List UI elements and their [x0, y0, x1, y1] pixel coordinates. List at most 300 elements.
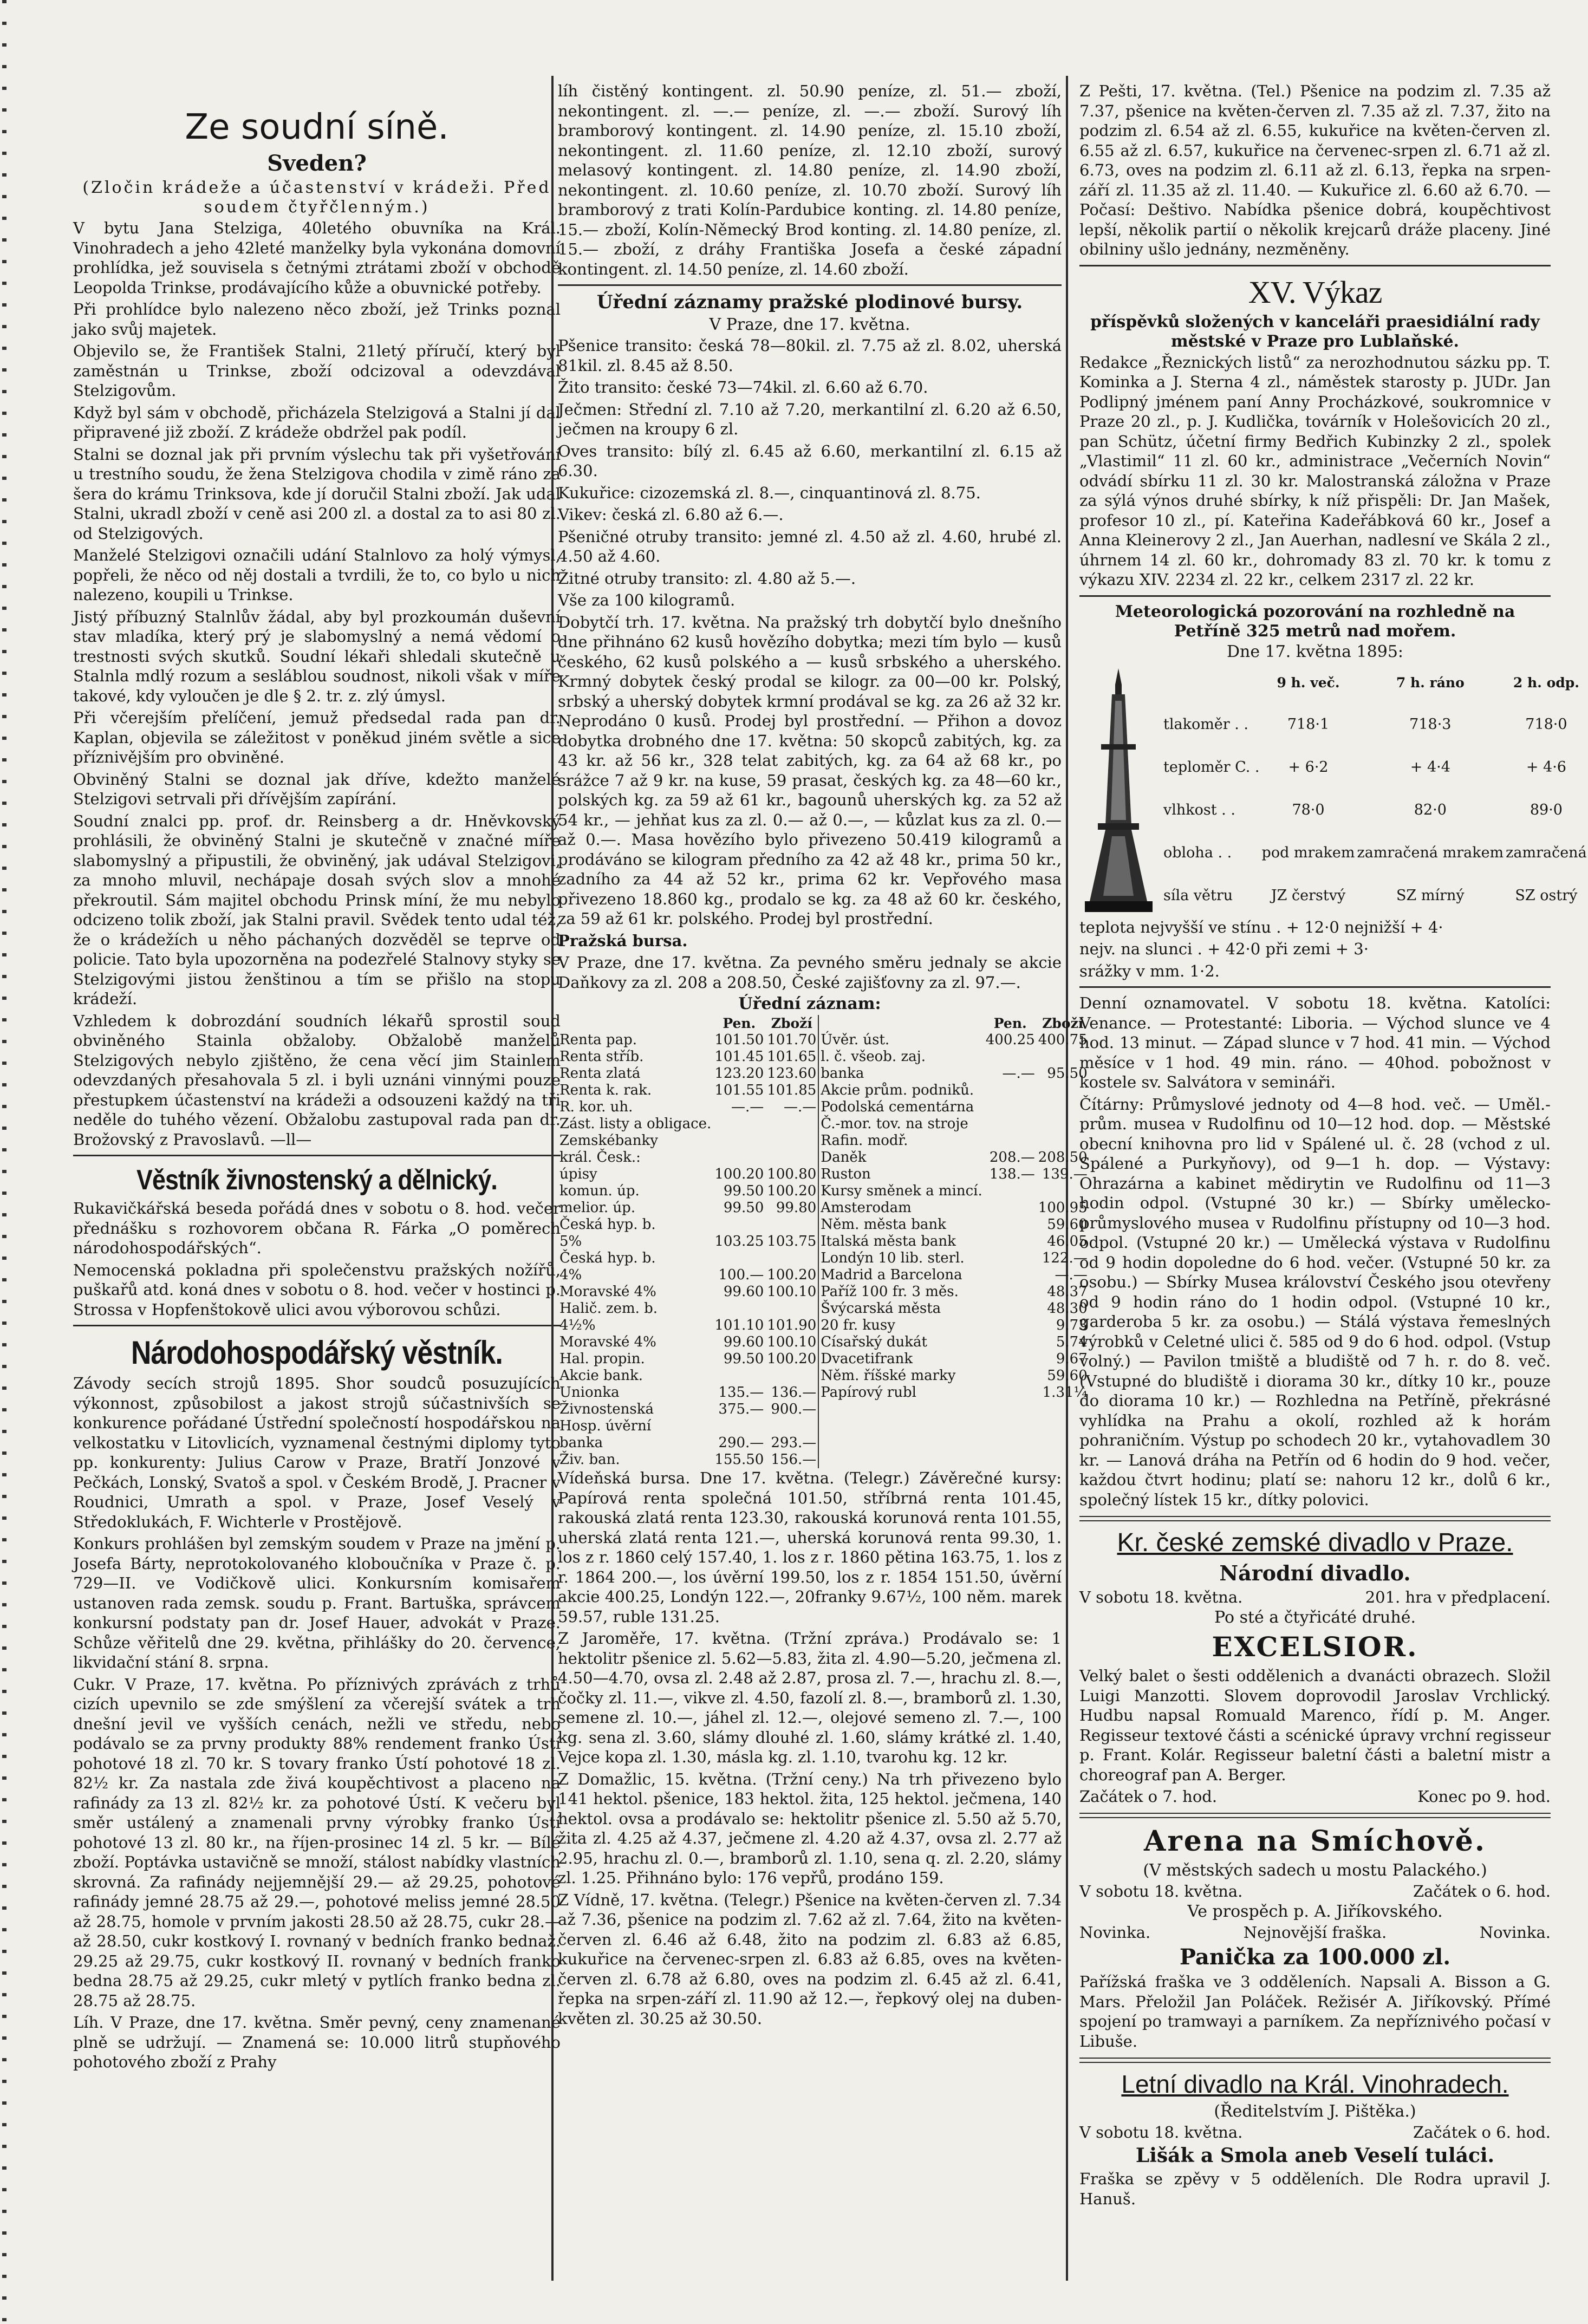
- rate-value: [984, 1368, 1037, 1384]
- rate-label: komun. úp.: [559, 1183, 640, 1199]
- rate-value: 99.50: [723, 1183, 764, 1199]
- paragraph: Redakce „Řeznických listů“ za nerozhodnutou sázku pp. T. Kominka a J. Sterna 4 zl., náměstek starosty p. JUDr. Jan Podlipný jménem paní Anny Procházkové, soukromnice v Praze 20 zl., p. J. Kudlička, továrník v Holešovicích 20 zl., pan Schütz, účetní firmy Bedřich Kubinzky 2 zl., spolek „Vlastimil“ 11 zl. 60 kr., administrace „Večerních Novin“ odvádí sbírku 11 zl. 30 kr. Malostranská záložna v Praze za sýlá výnos druhé sbírky, k níž přispěli: Dr. Jan Mašek, profesor 10 zl., pí. Kateřina Kadeřábková 60 kr., Josef a Anna Kleinerovy 2 zl., Jan Auerhan, nadlesní ve Skála 2 zl., úhrnem 14 zl. 60 kr., dohromady 83 zl. 70 kr. k tomu z výkazu XIV. 2234 zl. 22 kr., celkem 2317 zl. 22 kr.: [1079, 353, 1551, 589]
- rate-value: [984, 1116, 1037, 1132]
- rate-label: 5%: [559, 1233, 582, 1249]
- rate-value: [984, 1216, 1037, 1233]
- rate-label: Česká hyp. b.: [559, 1250, 656, 1266]
- rate-label: Něm. města bank: [821, 1216, 946, 1233]
- paragraph: Ječmen: Střední zl. 7.10 až 7.20, merkantilní zl. 6.20 až 6.50, ječmen na kroupy 6 zl.: [558, 400, 1062, 438]
- rate-value: 100.20: [767, 1351, 817, 1367]
- rate-value: 155.50: [714, 1451, 764, 1468]
- meteo-extra: nejv. na slunci . + 42·0 při zemi + 3·: [1079, 940, 1369, 958]
- rates-row: [558, 1401, 818, 1418]
- paragraph: Jistý příbuzný Stalnlův žádal, aby byl prozkoumán duševní stav mladíka, který prý je slabomyslný a nemá vědomí o trestnosti svých skutků. Soudní lékaři shledali skutečně u Stalnla mdlý rozum a sesláblou soudnost, nikoli však v míře takové, kdy vyloučen je dle § 2. tr. z. zlý úmysl.: [73, 607, 561, 705]
- economy-heading: Národohospodářský věstník.: [131, 1334, 503, 1371]
- rate-value: —.—: [731, 1099, 764, 1115]
- rate-label: Zást. listy a obligace.: [559, 1116, 712, 1132]
- meteo-label: síla větru: [1163, 887, 1233, 904]
- rates-row: [819, 1166, 1089, 1183]
- arena-novelty-row: [1079, 1923, 1551, 1942]
- rate-value: 375.—: [718, 1401, 764, 1417]
- paragraph: Při včerejším přelíčení, jemuž předsedal rada pan dr. Kaplan, objevila se záležitost v poněkud jiném světle a sice příznivějším pro obviněné.: [73, 708, 561, 766]
- paragraph: Velký balet o šesti oddělenich a dvanácti obrazech. Složil Luigi Manzotti. Slovem doprovodil Jaroslav Vrchlický. Hudbu napsal Romuald Marenco, řídí p. M. Anger. Regisseur textové části a scénické úpravy vrchní regisseur p. Frant. Kolár. Regisseur baletní části a baletní mistr a choreograf pan A. Berger.: [1079, 1666, 1551, 1784]
- rate-value: [984, 1351, 1037, 1368]
- rate-value: 99.60: [723, 1334, 764, 1350]
- arena-date: V sobotu 18. května.: [1079, 1882, 1243, 1900]
- court-subheading: Sveden?: [267, 151, 367, 176]
- rates-row: [819, 1351, 1089, 1368]
- rate-value: [765, 1300, 818, 1317]
- rates-row: [558, 1200, 818, 1216]
- rates-row: [558, 1451, 818, 1468]
- rate-value: 101.50: [714, 1032, 764, 1048]
- meteo-label: obloha . .: [1163, 844, 1232, 862]
- court-lead: (Zločin krádeže a účastenství v krádeži. Před soudem čtyřčlenným.): [82, 178, 551, 217]
- rate-label: Švýcarská města: [821, 1300, 941, 1317]
- rates-row: [819, 1082, 1089, 1099]
- rate-value: 100.10: [767, 1284, 817, 1300]
- rates-row: [819, 1065, 1089, 1082]
- rate-value: [713, 1300, 765, 1317]
- rates-row: [819, 1317, 1089, 1334]
- rate-value: 48.37: [1047, 1284, 1088, 1300]
- rate-value: 400.75: [1038, 1032, 1088, 1048]
- rate-value: [713, 1418, 765, 1435]
- rates-row: [819, 1049, 1089, 1065]
- meteo-row: [1162, 874, 1588, 917]
- rates-right: [818, 1015, 1089, 1468]
- rate-value: [984, 1200, 1037, 1216]
- meteo-value: JZ čerstvý: [1271, 887, 1346, 904]
- rate-value: Pen.: [723, 1015, 756, 1031]
- rate-label: Kursy směnek a mincí.: [821, 1183, 982, 1199]
- meteo-header-row: [1162, 663, 1588, 703]
- rate-value: [713, 1250, 765, 1267]
- meteo-value: 82·0: [1414, 801, 1447, 818]
- rate-value: 290.—: [718, 1435, 764, 1451]
- arena-subheading: (V městských sadech u mostu Palackého.): [1143, 1861, 1487, 1880]
- rate-label: Úvěr. úst.: [821, 1032, 890, 1048]
- petrin-tower-illustration: [1079, 663, 1158, 917]
- rate-value: 900.—: [771, 1401, 817, 1417]
- meteo-heading: Meteorologická pozorování na rozhledně na Petříně 325 metrů nad mořem.: [1115, 602, 1515, 641]
- paragraph: Manželé Stelzigovi označili udání Stalnlovo za holý výmysl, popřeli, že něco od něj dostali a tvrdili, že to, co bylo u nich nalezeno, koupili u Trinkse.: [73, 546, 561, 604]
- rate-value: [984, 1099, 1037, 1116]
- paragraph: Denní oznamovatel. V sobotu 18. května. Katolíci: Venance. — Protestanté: Liboria. — Východ slunce ve 4 hod. 13 minut. — Západ slunce v 7 hod. 41 min. — Východ měsíce v 1 hod. 49 min. ráno. — 40hod. pobožnost v kostele sv. Salvátora v semináři.: [1079, 994, 1551, 1091]
- rate-value: [765, 1368, 818, 1384]
- rates-row: [558, 1233, 818, 1250]
- start-time: Začátek o 7. hod.: [1079, 1787, 1218, 1806]
- rates-row: [558, 1082, 818, 1099]
- rate-label: Podolská cementárna: [821, 1099, 974, 1115]
- section-divider: [1079, 595, 1551, 597]
- rate-value: [984, 1267, 1037, 1284]
- theatre-date-row: [1079, 1587, 1551, 1607]
- meteo-extra: teplota nejvyšší ve stínu . + 12·0 nejnižší + 4·: [1079, 917, 1443, 936]
- rates-row: [819, 1149, 1089, 1166]
- rates-row: [819, 1368, 1089, 1384]
- paragraph: Vikev: česká zl. 6.80 až 6.—.: [558, 505, 784, 524]
- rate-label: Amsterodam: [821, 1200, 912, 1216]
- rate-label: Zemskébanky: [559, 1132, 658, 1149]
- paragraph: Vše za 100 kilogramů.: [558, 591, 736, 609]
- meteo-label: vlhkost . .: [1163, 801, 1235, 818]
- meteo-value: 2 h. odp.: [1513, 675, 1579, 691]
- rate-value: 1.31¼: [1042, 1384, 1088, 1401]
- paragraph: Čítárny: Průmyslové jednoty od 4—8 hod. več. — Uměl.-prům. musea v Rudolfinu od 10—12 hod. dop. — Městské obecní knihovna pro lid v Spálené ul. č. 28 (vchod z ul. Spálené a Purkyňovy), od 9—1 h. dop. — Výstavy: Ohrazárna a kabinet mědirytin ve Rudolfinu od 11—3 hodin odpol. (Vstupné 30 kr.) — Sbírky umělecko-průmyslového musea v Rudolfinu přístupny od 10—3 hod. odpol. (Vstupné 20 kr.) — Umělecká výstava v Rudolfinu od 9 hodin dopoledne do 6 hod. večer. (Vstupné 50 kr. za osobu.) — Sbírky Musea království Českého jsou otevřeny od 9 hodin ráno do 1 hodin odpol. (Vstupné 10 kr., garderoba 5 kr. za osobu.) — Stálá výstava řemeslných výrobků v Celetné ulici č. 585 od 9 do 6 hod. odpol. (Vstup volný.) — Pavilon tmiště a bludiště od 7 h. r. do 8. več. (Vstupné do bludiště i diorama 30 kr., dítky 10 kr., pouze do diorama 10 kr.) — Rozhledna na Petříně, překrásné vyhlídka na Prahu a okolí, rozhled až k horám pohraničním. Výstup po schodech 20 kr., vytahovadlem 30 kr. — Lanová dráha na Petřín od 6 hodin do 9 hod. večer, každou čtvrt hodinu; platí se: nahoru 12 kr., dolů 6 kr., společný lístek 15 kr., dítky polovici.: [1079, 1095, 1551, 1509]
- rate-value: 99.50: [723, 1200, 764, 1216]
- rate-label: [558, 1015, 713, 1032]
- rate-label: Unionka: [559, 1384, 620, 1401]
- column-2: [544, 81, 1088, 2286]
- rates-row: [819, 1216, 1089, 1233]
- meteo-value: pod mrakem: [1261, 844, 1355, 862]
- rate-value: 59.60: [1047, 1368, 1088, 1384]
- rate-value: [984, 1284, 1037, 1300]
- left-margin-marks: [2, 0, 6, 2324]
- court-heading: Ze soudní síně.: [185, 107, 449, 147]
- rates-row: [558, 1065, 818, 1082]
- novelty-label: Nejnovější fraška.: [1243, 1923, 1387, 1942]
- meteo-label: teploměr C. .: [1163, 758, 1260, 776]
- rates-left: [558, 1015, 818, 1468]
- rate-value: [713, 1116, 765, 1132]
- rate-value: 122.—: [1042, 1250, 1088, 1266]
- rates-row: [558, 1032, 818, 1049]
- rate-label: Hosp. úvěrní: [559, 1418, 652, 1434]
- rate-value: 101.90: [767, 1317, 817, 1333]
- meteo-table: [1162, 663, 1588, 917]
- rate-label: Moravské 4%: [559, 1334, 656, 1350]
- rate-label: Akcie bank.: [559, 1368, 643, 1384]
- paragraph: Objevilo se, že František Stalni, 21letý příručí, který byl zaměstnán u Trinkse, zboží odcizoval a odevzdával Stelzigovům.: [73, 342, 561, 400]
- paragraph: Soudní znalci pp. prof. dr. Reinsberg a dr. Hněvkovský prohlásili, že obviněný Stalni je skutečně v značné míře slabomyslný a připustili, že obviněný, jak udával Stelzigovi, za mnoho mluvil, nechápaje dosah svých slov a mnohé překroutil. Sám majitel obchodu Prinsk míní, že mu nebylo odcizeno tolik zboží, jak Stalni pravil. Svědek tento udal též, že o krádežích u něho páchaných dozvěděl se teprve od policie. Tato byla upozorněna na podezřelé Stalnovy styky se Stelzigovými jistou ženštinou a tím se přišlo na stopu krádeží.: [73, 811, 561, 1008]
- rate-value: 138.—: [989, 1166, 1035, 1182]
- rate-value: [765, 1250, 818, 1267]
- rate-label: Moravské 4%: [559, 1284, 656, 1300]
- rate-label: Italská města bank: [821, 1233, 956, 1249]
- rate-label: Papírový rubl: [821, 1384, 916, 1401]
- meteo-label: [1162, 663, 1261, 703]
- rate-value: 100.95: [1038, 1200, 1088, 1216]
- rate-value: 400.25: [985, 1032, 1035, 1048]
- rate-value: 100.20: [714, 1166, 764, 1182]
- rate-value: 9.67: [1056, 1351, 1088, 1367]
- novelty-label: Novinka.: [1079, 1923, 1151, 1942]
- rate-value: 123.60: [767, 1065, 817, 1082]
- rate-value: 100.80: [767, 1166, 817, 1182]
- rate-value: [765, 1216, 818, 1233]
- rate-value: 46.05: [1047, 1233, 1088, 1249]
- summer-date: V sobotu 18. května.: [1079, 2123, 1243, 2141]
- meteo-value: zamračená mrakem: [1357, 844, 1504, 862]
- rate-label: Renta zlatá: [559, 1065, 641, 1082]
- paragraph: Závody secích strojů 1895. Shor soudců posuzujících výkonnost, způsobilost a jakost strojů súčastnivších se konkurence pořádané Ústřední společností hospodářskou na velkostatku v Litovlicích, vyznamenal čestnými diplomy tyto pp. konkurenty: Julius Carow v Praze, Bratří Jonzové v Pečkách, Lonský, Svatoš a spol. v Českém Brodě, J. Pracner v Roudnici, Umrath a spol. v Praze, Josef Veselý v Středoklukách, F. Wichterle v Prostějově.: [73, 1374, 561, 1531]
- grain-date: V Praze, dne 17. května.: [709, 315, 910, 334]
- national-theatre-heading: Kr. české zemské divadlo v Praze.: [1117, 1528, 1513, 1557]
- rate-label: R. kor. uh.: [559, 1099, 633, 1115]
- section-divider: [73, 1325, 561, 1326]
- rate-label: Madrid a Barcelona: [821, 1267, 962, 1283]
- rates-row: [819, 1116, 1089, 1132]
- rates-row: [819, 1233, 1089, 1250]
- meteo-value: + 6·2: [1288, 758, 1329, 776]
- paragraph: Stalni se doznal jak při prvním výslechu tak při vyšetřování u trestního soudu, že žena Stelzigova chodila v zimě ráno za šera do krámu Trinksova, kde jí doručil Stalni zboží. Jak udal Stalni, ukradl zboží v ceně asi 200 zl. a dostal za to asi 80 zl. od Stelzigových.: [73, 445, 561, 543]
- rate-label: Česká hyp. b.: [559, 1216, 656, 1233]
- rate-label: Živnostenská: [559, 1401, 654, 1417]
- meteo-value: SZ mírný: [1396, 887, 1465, 904]
- rate-value: Zboží: [1042, 1015, 1084, 1031]
- section-divider: [73, 1155, 561, 1156]
- rate-value: 99.50: [723, 1351, 764, 1367]
- rates-row: [558, 1250, 818, 1267]
- bourse-heading: Pražská bursa.: [558, 931, 688, 950]
- rate-value: [984, 1384, 1037, 1401]
- paragraph: Cukr. V Praze, 17. května. Po příznivých zprávách z trhů cizích upevnilo se zde smýšlení za včerejší svátek a trh dnešní jevil ve vyšších cenách, nežli ve středu, nebo podávalo se za prvny produkty 88% rendement franko Ústí pohotové 18 zl. 70 kr. S tovary franko Ústí pohotové 18 zl. 82½ kr. Za nastala zde živá koupěchtivost a placeno na rafinády za 13 zl. 82½ kr. za pohotové Ústí. K večeru byl směr ustálený a znamenali prvny výrobky franko Ústí pohotové 13 zl. 80 kr., na říjen-prosinec 14 zl. 5 kr. — Bílé zboží. Poptávka ustavičně se množí, stálost nabídky vlastních skrovná. Za rafinády nejjemnější 29.— až 29.25, pohotové rafinády jemné 28.75 až 29.—, pohotové meliss jemné 28.50 až 28.75, homole v prvním jakosti 28.50 až 28.75, cukr 28.— až 28.50, cukr kostkový I. rovnaný v bedních franko bednaž. 29.25 až 29.75, cukr kostkový II. rovnaný v bedních franko bedna 28.75 až 29.25, cukr mletý v pytlích franko bedna zl. 28.75 až 28.75.: [73, 1675, 561, 2010]
- rate-label: [819, 1015, 984, 1032]
- meteo-label: tlakoměr . .: [1163, 715, 1249, 733]
- rate-label: Halič. zem. b.: [559, 1300, 658, 1317]
- rate-label: Paříž 100 fr. 3 měs.: [821, 1284, 959, 1300]
- rates-row: [819, 1032, 1089, 1049]
- rate-value: 156.—: [771, 1451, 817, 1468]
- summer-theatre-subheading: (Ředitelstvím J. Pištěka.): [1214, 2102, 1416, 2121]
- rate-label: 4½%: [559, 1317, 596, 1333]
- paragraph: V Praze, dne 17. května. Za pevného směru jednaly se akcie Daňkovy za zl. 208 a 208.50, České zajišťovny za zl. 97.—.: [558, 953, 1062, 992]
- rates-row: [558, 1351, 818, 1368]
- paragraph: Z Jaroměře, 17. května. (Tržní zpráva.) Prodávalo se: 1 hektolitr pšenice zl. 5.62—5.83, žita zl. 4.90—5.20, ječmena zl. 4.50—4.70, ovsa zl. 2.48 až 2.87, prosa zl. 7.—, hrachu zl. 8.—, čočky zl. 11.—, vikve zl. 4.50, fazolí zl. 8.—, bramborů zl. 1.30, semene zl. 10.—, jáhel zl. 12.—, olejové semeno zl. 7.—, 100 kg. sena zl. 3.60, slámy dlouhé zl. 1.60, slámy krátké zl. 1.40, Vejce kopa zl. 1.30, másla kg. zl. 1.10, tvarohu kg. 12 kr.: [558, 1629, 1062, 1766]
- rate-value: 101.85: [767, 1082, 817, 1098]
- paragraph: Pšeničné otruby transito: jemné zl. 4.50 až zl. 4.60, hrubé zl. 4.50 až 4.60.: [558, 527, 1062, 565]
- rate-value: [765, 1116, 818, 1132]
- meteo-value: 89·0: [1530, 801, 1563, 818]
- rate-value: —.—: [1002, 1065, 1035, 1082]
- rates-row: [819, 1384, 1089, 1401]
- rates-row: [558, 1116, 818, 1132]
- rate-value: 100.—: [718, 1267, 764, 1283]
- paragraph: Rukavičkářská beseda pořádá dnes v sobotu o 8. hod. večer přednášku s rozhovorem občana R. Fárka „O poměrech národohospodářských“.: [73, 1199, 561, 1257]
- rate-label: král. Česk.:: [559, 1149, 641, 1166]
- summer-theatre-date-row: [1079, 2123, 1551, 2142]
- meteo-extra: srážky v mm. 1·2.: [1079, 961, 1220, 980]
- rate-value: 48.30: [1047, 1300, 1088, 1317]
- arena-start: Začátek o 6. hod.: [1413, 1882, 1551, 1900]
- meteo-value: 7 h. ráno: [1396, 675, 1465, 691]
- meteo-block: [1079, 663, 1587, 917]
- meteo-value: + 4·4: [1410, 758, 1450, 776]
- rates-row: [558, 1149, 818, 1166]
- rate-value: 101.55: [714, 1082, 764, 1098]
- paragraph: Kukuřice: cizozemská zl. 8.—, cinquantinová zl. 8.75.: [558, 483, 981, 502]
- rate-value: 135.—: [718, 1384, 764, 1401]
- section-divider: [1079, 265, 1551, 266]
- national-theatre-subheading: Národní divadlo.: [1219, 1561, 1411, 1585]
- rates-row: [558, 1267, 818, 1284]
- rate-label: Něm. říšské marky: [821, 1368, 956, 1384]
- meteo-row: [1162, 789, 1588, 831]
- bourse-subheading: Úřední záznam:: [738, 994, 881, 1013]
- rate-value: [765, 1149, 818, 1166]
- rates-header-row: [819, 1015, 1089, 1032]
- summer-start: Začátek o 6. hod.: [1413, 2123, 1551, 2141]
- rate-value: 103.25: [714, 1233, 764, 1249]
- meteo-value: 78·0: [1292, 801, 1325, 818]
- rates-row: [558, 1317, 818, 1334]
- meteo-value: + 4·6: [1526, 758, 1566, 776]
- meteo-row: [1162, 831, 1588, 874]
- arena-note: Ve prospěch p. A. Jiříkovského.: [1187, 1902, 1443, 1921]
- rates-row: [558, 1183, 818, 1200]
- rate-value: 101.70: [767, 1032, 817, 1048]
- end-time: Konec po 9. hod.: [1417, 1787, 1551, 1806]
- rate-label: 20 fr. kusy: [821, 1317, 895, 1333]
- meteo-row: [1162, 703, 1588, 746]
- paragraph: Z Pešti, 17. května. (Tel.) Pšenice na podzim zl. 7.35 až 7.37, pšenice na květen-červen zl. 7.35 až zl. 7.37, žito na podzim zl. 6.54 až zl. 6.55, kukuřice na květen-červen zl. 6.55 až zl. 6.57, kukuřice na červenec-srpen zl. 6.71 až zl. 6.73, oves na podzim zl. 6.11 až zl. 6.13, řepka na srpen-září zl. 11.35 až zl. 11.40. — Kukuřice zl. 6.60 až 6.70. — Počasí: Deštivo. Nabídka pšenice dobrá, koupěchtivost lepší, několik partií o několik krejcarů dráže placeny. Jiné obilniny ušlo jednány, nezměněny.: [1079, 82, 1551, 258]
- xv-heading: XV. Výkaz: [1248, 274, 1382, 310]
- rate-label: banka: [821, 1065, 864, 1082]
- rate-label: Císařský dukát: [821, 1334, 927, 1350]
- paragraph: Žitné otruby transito: zl. 4.80 až 5.—.: [558, 569, 856, 588]
- paragraph: Vídeňská bursa. Dne 17. května. (Telegr.) Závěrečné kursy: Papírová renta společná 101.50, stříbrná renta 101.45, rakouská zlatá renta 123.30, rakouská korunová renta 101.55, uherská zlatá renta 121.—, uherská korunová renta 99.30, 1. los z r. 1860 celý 157.40, 1. los z r. 1860 pětina 163.75, 1. los z r. 1864 200.—, los úvěrní 199.50, los z r. 1854 151.50, úvěrní akcie 400.25, Londýn 122.—, 20franky 9.67½, 100 něm. marek 59.57, ruble 131.25.: [558, 1469, 1062, 1626]
- rates-table: [558, 1015, 1088, 1468]
- meteo-date: Dne 17. května 1895:: [1226, 642, 1404, 661]
- rate-value: 103.75: [767, 1233, 817, 1249]
- rates-row: [819, 1300, 1089, 1317]
- theatre-note: Po sté a čtyřicáté druhé.: [1214, 1608, 1416, 1627]
- excelsior-time-row: [1079, 1787, 1551, 1806]
- rates-row: [558, 1384, 818, 1401]
- rate-value: [765, 1418, 818, 1435]
- paragraph: Konkurs prohlášen byl zemským soudem v Praze na jmění p. Josefa Bárty, neprotokolovaného kloboučníka v Praze č. p. 729—II. ve Vodičkově ulici. Konkursním komisařem ustanoven rada zemsk. soudu p. Frant. Bartuška, správcem konkursní podstaty pan dr. Josef Hauer, advokát v Praze. Schůze věřitelů dne 29. května, přihlášky do 20. července, likvidační stání 8. srpna.: [73, 1534, 561, 1671]
- rate-label: Renta pap.: [559, 1032, 637, 1048]
- rates-row: [558, 1435, 818, 1451]
- rates-row: [819, 1200, 1089, 1216]
- summer-play-title: Lišák a Smola aneb Veselí tuláci.: [1135, 2144, 1495, 2167]
- rate-value: 136.—: [771, 1384, 817, 1401]
- paragraph: V bytu Jana Stelziga, 40letého obuvníka na Král. Vinohradech a jeho 42leté manželky byla vykonána domovní prohlídka, jež souvisela s četnými ztrátami zboží v obchodě Leopolda Trinkse, prodávajícího kůže a obuvnické potřeby.: [73, 219, 561, 297]
- rate-value: 208.50: [1038, 1149, 1088, 1166]
- rate-value: 139.—: [1042, 1166, 1088, 1182]
- section-divider: [1079, 1516, 1551, 1521]
- rate-label: Renta k. rak.: [559, 1082, 652, 1098]
- rate-label: Akcie prům. podniků.: [821, 1082, 974, 1098]
- rate-label: l. č. všeob. zaj.: [821, 1049, 926, 1065]
- rates-row: [558, 1049, 818, 1065]
- rate-value: —.—: [1055, 1267, 1088, 1283]
- paragraph: Žito transito: české 73—74kil. zl. 6.60 až 6.70.: [558, 378, 928, 396]
- rate-value: [984, 1317, 1037, 1334]
- rate-label: úpisy: [559, 1166, 597, 1182]
- novelty-label: Novinka.: [1479, 1923, 1551, 1942]
- rate-value: [984, 1132, 1037, 1149]
- paragraph: Z Vídně, 17. května. (Telegr.) Pšenice na květen-červen zl. 7.34 až 7.36, pšenice na podzim zl. 7.62 až zl. 7.64, žito na květen-červen zl. 6.46 až 6.48, žito na podzim zl. 6.83 až 6.85, kukuřice na červenec-srpen zl. 6.83 až 6.85, oves na květen-červen zl. 6.78 až 6.80, oves na podzim zl. 6.45 až zl. 6.41, řepka na srpen-září zl. 11.90 až 12.—, řepkový olej na duben-květen zl. 30.25 až 30.50.: [558, 1890, 1062, 2028]
- section-divider: [1079, 1813, 1551, 1818]
- rate-value: 293.—: [771, 1435, 817, 1451]
- rate-label: 4%: [559, 1267, 582, 1283]
- rates-row: [558, 1132, 818, 1149]
- rate-value: 100.10: [767, 1334, 817, 1350]
- rate-value: 101.65: [767, 1049, 817, 1065]
- rate-value: 208.—: [989, 1149, 1035, 1166]
- meteo-row: [1162, 746, 1588, 789]
- rate-value: Pen.: [993, 1015, 1027, 1031]
- paragraph: Nemocenská pokladna při společenstvu pražských nožířů, puškařů atd. koná dnes v sobotu o 8. hod. večer v hostinci p. Strossa v Hopfenštokově ulici avou výborovou schůzi.: [73, 1260, 561, 1319]
- rate-value: 101.45: [714, 1049, 764, 1065]
- arena-date-row: [1079, 1882, 1551, 1901]
- rate-label: Č.-mor. tov. na stroje: [821, 1116, 968, 1132]
- rates-row: [819, 1284, 1089, 1300]
- meteo-value: 718·0: [1525, 715, 1567, 733]
- paragraph: Pařížská fraška ve 3 odděleních. Napsali A. Bisson a G. Mars. Přeložil Jan Poláček. Režisér A. Jiříkovský. Přímé spojení po tramwayi a parníkem. Za nepříznivého počasí v Libuše.: [1079, 1973, 1551, 2050]
- rate-value: 59.60: [1047, 1216, 1088, 1233]
- paragraph: Obviněný Stalni se doznal jak dříve, kdežto manželé Stelzigovi setrvali při dřívějším zapírání.: [73, 770, 561, 808]
- paragraph: Líh. V Praze, dne 17. května. Směr pevný, ceny znamenané plně se udržují. — Znamená se: 10.000 litrů stupňového pohotového zboží z Prahy: [73, 2013, 561, 2071]
- rates-row: [558, 1099, 818, 1116]
- meteo-value: 9 h. več.: [1277, 675, 1340, 691]
- rates-header-row: [558, 1015, 818, 1032]
- rates-row: [558, 1334, 818, 1351]
- rate-label: Hal. propin.: [559, 1351, 645, 1367]
- rate-value: 101.10: [714, 1317, 764, 1333]
- rate-value: [984, 1183, 1037, 1200]
- rates-row: [819, 1132, 1089, 1149]
- rates-row: [819, 1183, 1089, 1200]
- paragraph: Když byl sám v obchodě, přicházela Stelzigová a Stalni jí dal připravené již zboží. Z krádeže obdržel pak podíl.: [73, 403, 561, 441]
- rate-label: Rafin. modř.: [821, 1132, 908, 1149]
- rates-row: [558, 1300, 818, 1317]
- rates-row: [819, 1267, 1089, 1284]
- rate-label: Živ. ban.: [559, 1451, 620, 1468]
- rate-label: Dvacetifrank: [821, 1351, 913, 1367]
- section-divider: [558, 284, 1062, 286]
- rates-row: [558, 1216, 818, 1233]
- rate-value: [713, 1132, 765, 1149]
- rate-value: 100.20: [767, 1267, 817, 1283]
- rate-value: [984, 1334, 1037, 1351]
- rate-value: [713, 1149, 765, 1166]
- rate-value: [713, 1368, 765, 1384]
- rate-label: Daněk: [821, 1149, 867, 1166]
- column-3: [1070, 81, 1587, 2286]
- rate-value: 5.74: [1056, 1334, 1088, 1350]
- rates-row: [819, 1250, 1089, 1267]
- trade-heading: Věstník živnostenský a dělnický.: [136, 1164, 497, 1196]
- section-divider: [1079, 2058, 1551, 2063]
- paragraph: Pšenice transito: česká 78—80kil. zl. 7.75 až zl. 8.02, uherská 81kil. zl. 8.45 až 8.50.: [558, 336, 1062, 375]
- rate-label: melior. úp.: [559, 1200, 636, 1216]
- arena-heading: Arena na Smíchově.: [1144, 1825, 1486, 1858]
- meteo-value: 718·3: [1409, 715, 1452, 733]
- meteo-value: zamračená: [1506, 844, 1587, 862]
- rates-row: [558, 1166, 818, 1183]
- paragraph: Dobytčí trh. 17. května. Na pražský trh dobytčí bylo dnešního dne přihnáno 62 kusů hovězího dobytka; mezi tím bylo — kusů českého, 62 kusů polského a — kusů srbského a uherského. Krmný dobytek český prodal se kilogr. za 00—00 kr. Polský, srbský a uherský dobytek krmní prodával se kg. za 26 až 32 kr. Neprodáno 0 kusů. Prodej byl prostřední. — Přihon a dovoz dobytka drobného dne 17. května: 50 skopců zabitých, kg. za 43 kr. až 56 kr., 328 telat zabitých, kg. za 64 až 68 kr., po srážce 7 až 9 kr. na kuse, 59 prasat, českých kg. za 48—60 kr., polských kg. za 59 až 61 kr., bagounů uherských kg. za 52 až 54 kr., — jehňat kus za zl. 0.— až 0.—, — kůzlat kus za zl. 0.— až 0.—. Masa hovězího bylo přivezeno 50.419 kilogramů a prodáváno se kilogram předního za 42 až 48 kr., prima 50 kr., zadního za 44 až 52 kr., prima 62 kr. Vepřového masa přivezeno 18.860 kg., prodalo se kg. za 48 až 60 kr. českého, za 59 až 61 kr. polského. Prodej byl prostřední.: [558, 613, 1062, 928]
- grain-heading: Úřední záznamy pražské plodinové bursy.: [596, 291, 1023, 313]
- rate-value: [765, 1132, 818, 1149]
- rate-value: [984, 1300, 1037, 1317]
- excelsior-title: EXCELSIOR.: [1212, 1631, 1418, 1663]
- rate-value: [984, 1082, 1037, 1099]
- theatre-date: V sobotu 18. května.: [1079, 1588, 1243, 1606]
- xv-subheading: příspěvků složených v kanceláři praesidiální rady městské v Praze pro Lublaňské.: [1090, 312, 1540, 351]
- rate-value: [713, 1216, 765, 1233]
- rate-value: [984, 1233, 1037, 1250]
- rate-label: Renta stříb.: [559, 1049, 644, 1065]
- rate-value: 9.73: [1056, 1317, 1088, 1333]
- paragraph: Z Domažlic, 15. května. (Tržní ceny.) Na trh přivezeno bylo 141 hektol. pšenice, 183 hektol. žita, 125 hektol. ječmena, 140 hektol. ovsa a prodávalo se: hektolitr pšenice zl. 5.50 až 5.70, žita zl. 4.25 až 4.37, ječmene zl. 4.20 až 4.37, ovsa zl. 2.77 až 2.95, hrachu zl. 0.—, bramborů zl. 1.10, sena q. zl. 2.20, slámy zl. 1.25. Přihnáno bylo: 176 vepřů, prodáno 159.: [558, 1769, 1062, 1887]
- paragraph: Fraška se zpěvy v 5 odděleních. Dle Rodra upravil J. Hanuš.: [1079, 2170, 1551, 2208]
- rate-value: 99.80: [776, 1200, 817, 1216]
- rates-row: [558, 1368, 818, 1384]
